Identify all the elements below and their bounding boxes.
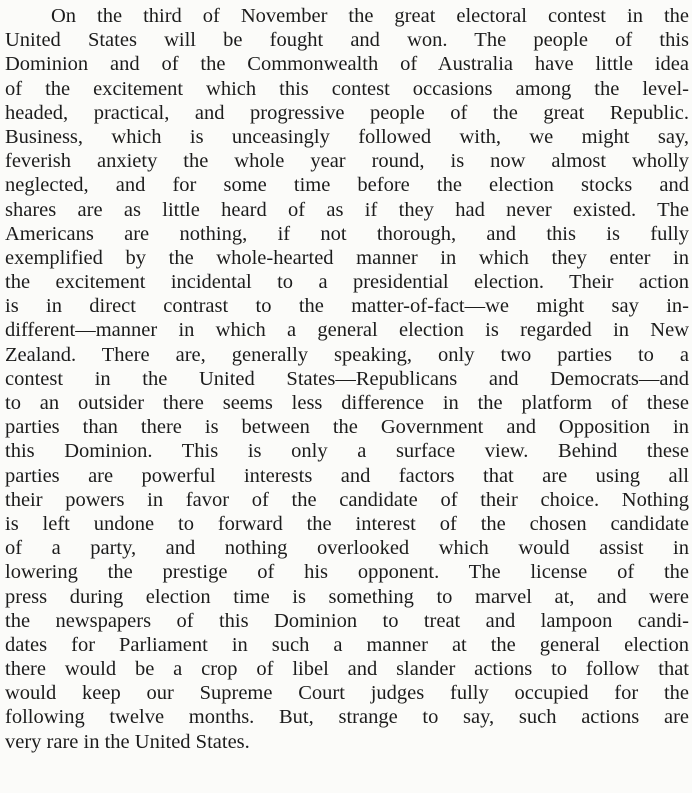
- text-line: headed, practical, and progressive people of the great Republic.: [5, 101, 689, 124]
- text-line: of a party, and nothing overlooked which would assist in: [5, 537, 689, 560]
- text-line: to an outsider there seems less difference in the platform of these: [5, 392, 689, 414]
- text-line: contest in the United States—Republicans and Democrats—and: [5, 367, 689, 390]
- text-line: is left undone to forward the interest of the chosen candidate: [5, 512, 689, 535]
- text-line: press during election time is something to marvel at, and were: [5, 585, 689, 608]
- text-line: feverish anxiety the whole year round, is now almost wholly: [5, 150, 689, 173]
- text-line: of the excitement which this contest occasions among the level-: [5, 77, 689, 100]
- text-line: dates for Parliament in such a manner at the general election: [5, 633, 689, 656]
- text-line: very rare in the United States.: [5, 730, 250, 753]
- text-line: Business, which is unceasingly followed with, we might say,: [5, 125, 689, 148]
- text-line: shares are as little heard of as if they had never existed. The: [5, 198, 689, 221]
- text-line: neglected, and for some time before the election stocks and: [5, 174, 689, 197]
- text-line: exemplified by the whole-hearted manner in which they enter in: [5, 246, 689, 269]
- text-line: would keep our Supreme Court judges fully occupied for the: [5, 682, 689, 705]
- text-line: parties are powerful interests and factors that are using all: [5, 464, 689, 487]
- text-line: this Dominion. This is only a surface view. Behind these: [5, 440, 689, 463]
- text-line: their powers in favor of the candidate of their choice. Nothing: [5, 488, 689, 511]
- text-line: lowering the prestige of his opponent. The license of the: [5, 561, 689, 584]
- text-line: is in direct contrast to the matter-of-fact—we might say in-: [5, 295, 689, 318]
- text-line: the newspapers of this Dominion to treat and lampoon candi-: [5, 609, 689, 632]
- text-line: Dominion and of the Commonwealth of Australia have little idea: [5, 53, 689, 76]
- text-line: following twelve months. But, strange to say, such actions are: [5, 706, 689, 729]
- text-line: parties than there is between the Government and Opposition in: [5, 416, 689, 439]
- text-line: Americans are nothing, if not thorough, and this is fully: [5, 222, 689, 245]
- text-line: different—manner in which a general election is regarded in New: [5, 319, 689, 342]
- text-line: Zealand. There are, generally speaking, only two parties to a: [5, 343, 689, 366]
- article-paragraph: [5, 4, 689, 754]
- text-line: United States will be fought and won. The people of this: [5, 29, 689, 52]
- text-line: On the third of November the great electoral contest in the: [51, 5, 689, 27]
- text-line: the excitement incidental to a presidential election. Their action: [5, 271, 689, 294]
- text-line: there would be a crop of libel and slander actions to follow that: [5, 658, 689, 681]
